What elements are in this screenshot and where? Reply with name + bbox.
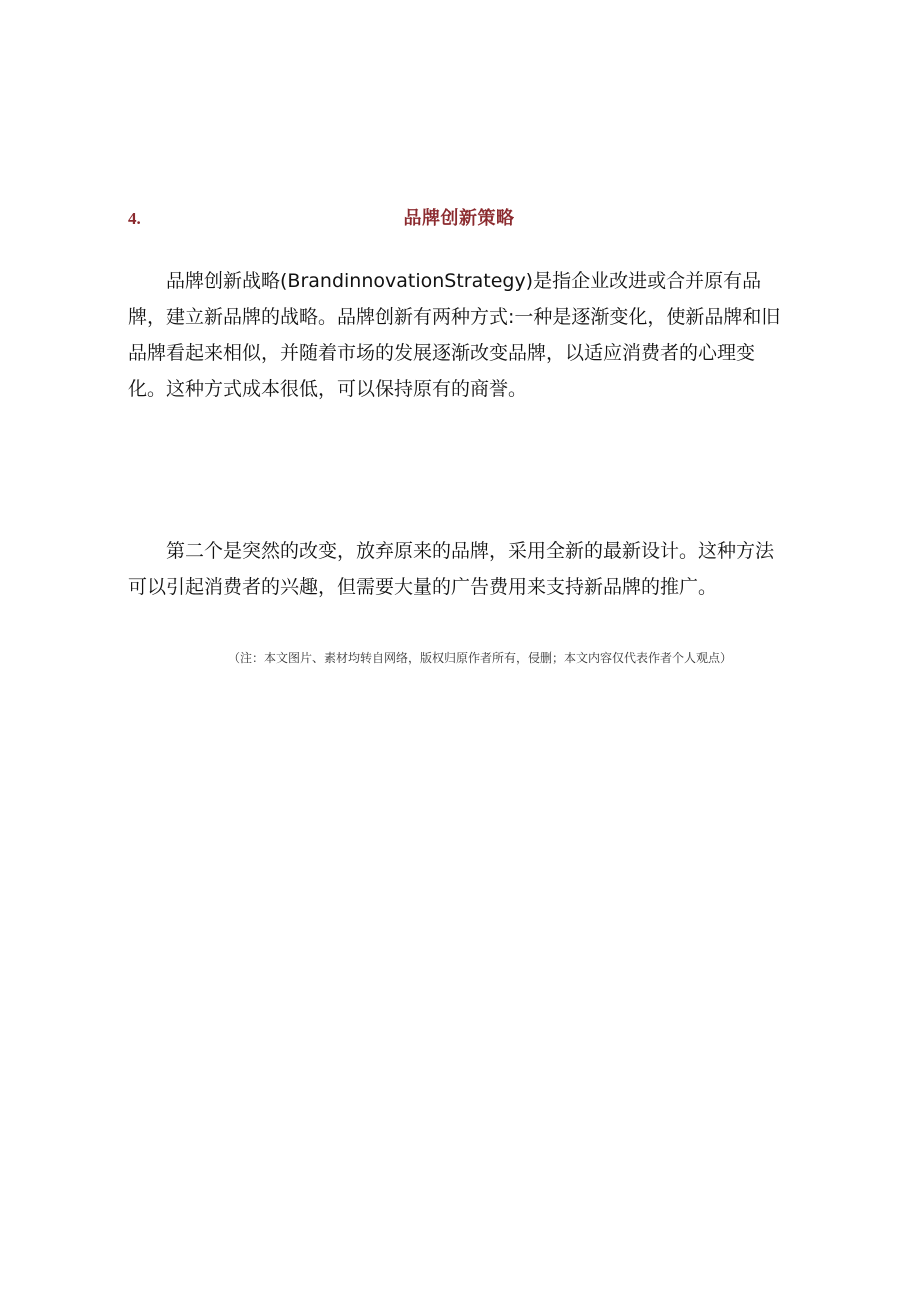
- section-title: 品牌创新策略: [403, 208, 515, 229]
- section-heading: [128, 205, 790, 233]
- copyright-note: （注：本文图片、素材均转自网络，版权归原作者所有，侵删；本文内容仅代表作者个人观点）: [227, 651, 732, 665]
- body-paragraph-1: 品牌创新战略(BrandinnovationStrategy)是指企业改进或合并原有品牌，建立新品牌的战略。品牌创新有两种方式:一种是逐渐变化，使新品牌和旧品牌看起来相似，并随着市场的发展逐渐改变品牌，以适应消费者的心理变化。这种方式成本很低，可以保持原有的商誉。: [128, 270, 781, 400]
- section-number: 4.: [128, 209, 141, 228]
- body-paragraph-2: 第二个是突然的改变，放弃原来的品牌，采用全新的最新设计。这种方法可以引起消费者的兴趣，但需要大量的广告费用来支持新品牌的推广。: [128, 540, 775, 598]
